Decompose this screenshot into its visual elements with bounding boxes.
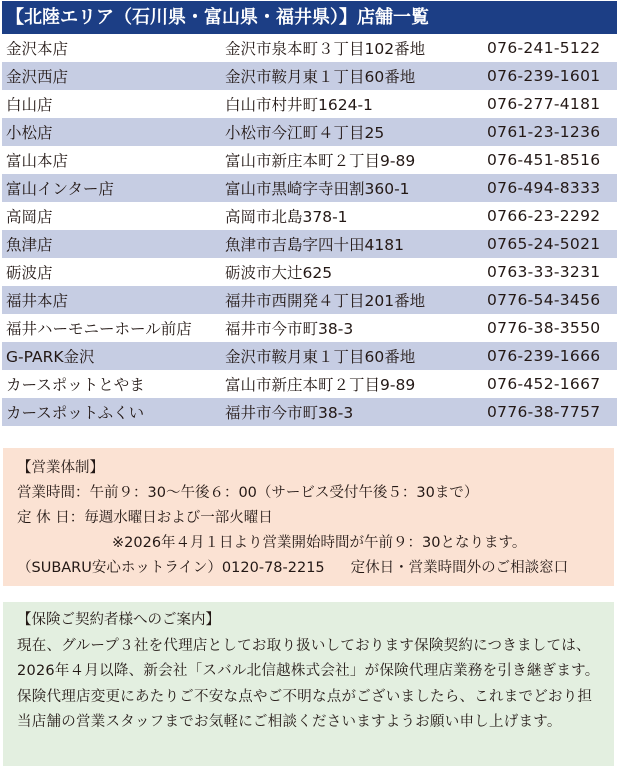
store-address: 富山市新庄本町２丁目9-89 xyxy=(225,152,416,170)
insurance-info-box xyxy=(3,602,614,766)
store-tel: 076-239-1666 xyxy=(487,347,601,365)
hours-heading: 【営業体制】 xyxy=(17,460,104,476)
store-name: カースポットふくい xyxy=(6,404,145,422)
store-table xyxy=(2,34,617,426)
page-title: 【北陸エリア（石川県・富山県・福井県）】店舗一覧 xyxy=(2,1,617,34)
store-name: G-PARK金沢 xyxy=(6,348,95,366)
store-name: 白山店 xyxy=(6,96,53,114)
store-name: 福井本店 xyxy=(6,292,69,310)
table-row xyxy=(2,118,617,146)
store-name: 砺波店 xyxy=(6,264,53,282)
store-tel: 0776-38-7757 xyxy=(487,403,601,421)
business-hours-box xyxy=(3,448,614,586)
store-name: 高岡店 xyxy=(6,208,53,226)
hotline-number: （SUBARU安心ホットライン）0120-78-2215 xyxy=(17,560,325,576)
insurance-heading: 【保険ご契約者様へのご案内】 xyxy=(17,612,220,628)
store-tel: 0776-38-3550 xyxy=(487,319,601,337)
table-row xyxy=(2,174,617,202)
store-address: 福井市今市町38-3 xyxy=(225,320,354,338)
store-tel: 0765-24-5021 xyxy=(487,235,601,253)
store-address: 魚津市吉島字四十田4181 xyxy=(225,236,404,254)
store-tel: 076-241-5122 xyxy=(487,39,601,57)
table-row xyxy=(2,34,617,62)
store-address: 小松市今江町４丁目25 xyxy=(225,124,385,142)
table-row xyxy=(2,342,617,370)
store-tel: 0763-33-3231 xyxy=(487,263,601,281)
store-address: 福井市西開発４丁目201番地 xyxy=(225,292,426,310)
table-row xyxy=(2,258,617,286)
table-row xyxy=(2,146,617,174)
store-name: カースポットとやま xyxy=(6,376,145,394)
store-tel: 076-452-1667 xyxy=(487,375,601,393)
store-address: 金沢市泉本町３丁目102番地 xyxy=(225,40,426,58)
hotline-note: 定休日・営業時間外のご相談窓口 xyxy=(350,560,569,576)
store-address: 富山市新庄本町２丁目9-89 xyxy=(225,376,416,394)
store-tel: 0761-23-1236 xyxy=(487,123,601,141)
store-address: 高岡市北島378-1 xyxy=(225,208,348,226)
business-hours-text: 営業時間：午前９：30〜午後６：00（サービス受付午後５：30まで） xyxy=(17,485,479,501)
store-tel: 0776-54-3456 xyxy=(487,291,601,309)
store-name: 富山本店 xyxy=(6,152,69,170)
table-row xyxy=(2,230,617,258)
hotline-line xyxy=(17,556,614,581)
store-address: 白山市村井町1624-1 xyxy=(225,96,373,114)
store-address: 金沢市鞍月東１丁目60番地 xyxy=(225,348,416,366)
hours-notice: ※2026年４月１日より営業開始時間が午前９：30となります。 xyxy=(112,535,527,551)
holidays-text: 定 休 日：毎週水曜日および一部火曜日 xyxy=(17,510,273,526)
store-name: 金沢本店 xyxy=(6,40,69,58)
table-row xyxy=(2,370,617,398)
store-tel: 076-494-8333 xyxy=(487,179,601,197)
table-row xyxy=(2,90,617,118)
insurance-body: 現在、グループ３社を代理店としてお取り扱いしております保険契約につきましては、2026年４月以降、新会社「スバル北信越株式会社」が保険代理店業務を引き継ぎます。保険代理店変更にあたりご不安な点やご不明な点がございましたら、これまでどおり担当店舗の営業スタッフまでお気軽にご相談くださいますようお願い申し上げます。 xyxy=(17,637,600,730)
table-row xyxy=(2,202,617,230)
table-row xyxy=(2,398,617,426)
store-name: 魚津店 xyxy=(6,236,53,254)
store-tel: 076-451-8516 xyxy=(487,151,601,169)
store-tel: 076-239-1601 xyxy=(487,67,601,85)
store-name: 福井ハーモニーホール前店 xyxy=(6,320,192,338)
store-tel: 0766-23-2292 xyxy=(487,207,601,225)
store-address: 福井市今市町38-3 xyxy=(225,404,354,422)
table-row xyxy=(2,62,617,90)
store-name: 金沢西店 xyxy=(6,68,69,86)
table-row xyxy=(2,314,617,342)
store-address: 富山市黒崎字寺田割360-1 xyxy=(225,180,410,198)
store-address: 砺波市大辻625 xyxy=(225,264,333,282)
table-row xyxy=(2,286,617,314)
store-name: 小松店 xyxy=(6,124,53,142)
store-tel: 076-277-4181 xyxy=(487,95,601,113)
store-name: 富山インター店 xyxy=(6,180,114,198)
store-address: 金沢市鞍月東１丁目60番地 xyxy=(225,68,416,86)
